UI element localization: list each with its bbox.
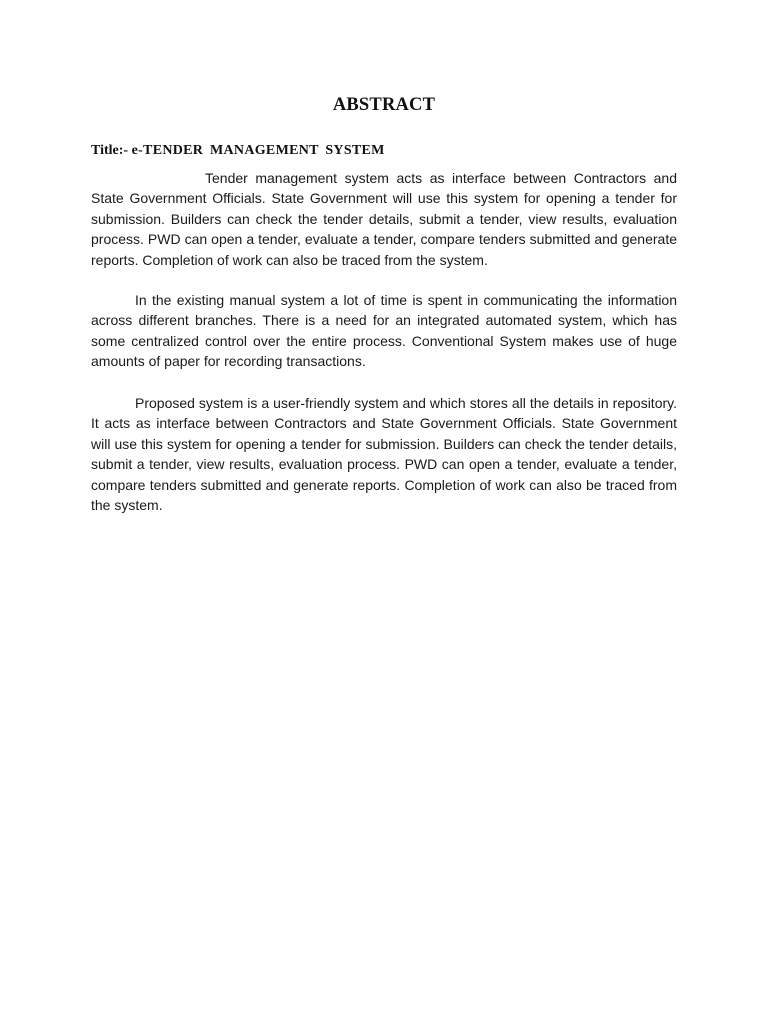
title-text: e-TENDER MANAGEMENT SYSTEM — [131, 143, 385, 158]
abstract-heading: ABSTRACT — [332, 95, 436, 115]
project-title — [91, 142, 385, 160]
paragraph-text: In the existing manual system a lot of time is spent in communicating the information across different branches. There is a need for an integrated automated system, which has some centralized control over the entire process. Conventional System makes use of huge amounts of paper for recording transactions. — [91, 292, 677, 370]
paragraph-intro — [91, 168, 677, 270]
paragraph-proposed-system — [91, 393, 677, 515]
paragraph-existing-system — [91, 290, 677, 372]
paragraph-text: Proposed system is a user-friendly system and which stores all the details in repository. It acts as interface between Contractors and State Government Officials. State Government will use this system for opening a tender for submission. Builders can check the tender details, submit a tender, view results, evaluation process. PWD can open a tender, evaluate a tender, compare tenders submitted and generate reports. Completion of work can also be traced from the system. — [91, 395, 677, 514]
title-prefix: Title:- — [91, 143, 129, 158]
paragraph-text: Tender management system acts as interface between Contractors and State Government Officials. State Government will use this system for opening a tender for submission. Builders can check the tender details, submit a tender, view results, evaluation process. PWD can open a tender, evaluate a tender, compare tenders submitted and generate reports. Completion of work can also be traced from the system. — [91, 170, 677, 268]
